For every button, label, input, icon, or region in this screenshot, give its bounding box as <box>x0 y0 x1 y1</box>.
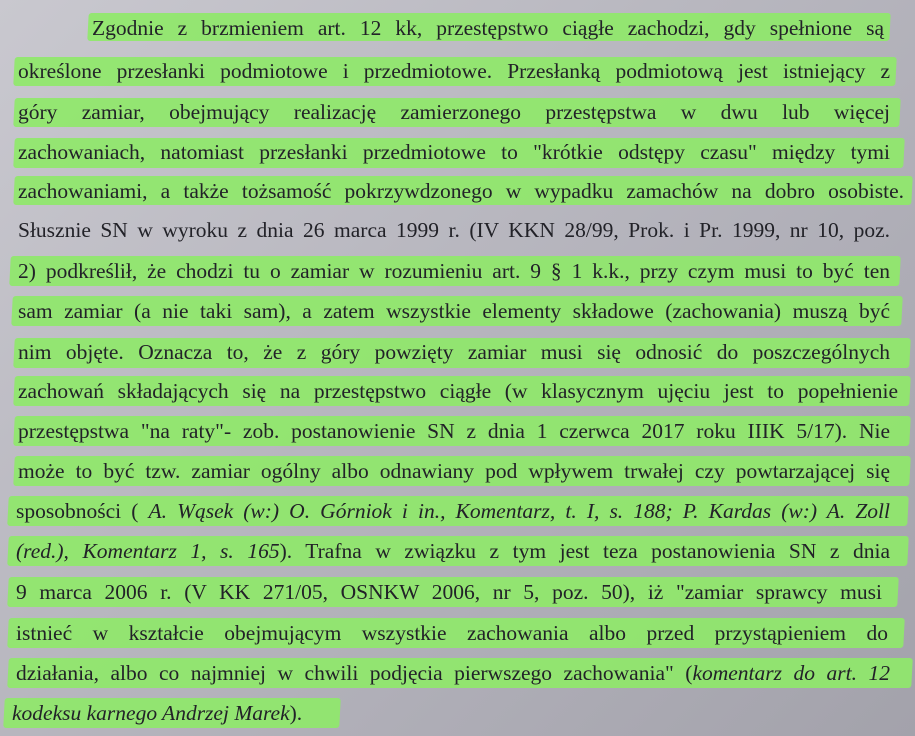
text-line-content: Słusznie SN w wyroku z dnia 26 marca 1999 r. (IV KKN 28/99, Prok. i Pr. 1999, nr 10, poz. <box>18 218 890 242</box>
text-line <box>18 176 904 206</box>
text-line-content: 9 marca 2006 r. (V KK 271/05, OSNKW 2006, nr 5, poz. 50), iż "zamiar sprawcy musi <box>16 580 882 604</box>
text-line-content: istnieć w kształcie obejmującym wszystkie zachowania albo przed przystąpieniem do <box>16 621 888 645</box>
text-line-plain: ). <box>289 701 303 725</box>
text-line <box>18 137 890 167</box>
text-line-content: nim objęte. Oznacza to, że z góry powzięty zamiar musi się odnosić do poszczególnych <box>18 340 890 364</box>
text-line-content: może to być tzw. zamiar ogólny albo odnawiany pod wpływem trwałej czy powtarzającej się <box>18 459 890 483</box>
text-line <box>12 698 342 728</box>
text-line <box>18 296 890 326</box>
text-line-content <box>12 698 342 728</box>
text-line <box>18 376 898 406</box>
text-line <box>16 577 882 607</box>
text-line <box>16 536 890 566</box>
text-line-content <box>16 496 890 526</box>
text-line <box>18 337 890 367</box>
text-line <box>18 456 890 486</box>
text-line-plain: sposobności ( <box>16 499 149 523</box>
text-line <box>92 13 884 43</box>
text-line-content: zachowaniami, a także tożsamość pokrzywdzonego w wypadku zamachów na dobro osobiste. <box>18 179 904 203</box>
text-line-italic: kodeksu karnego Andrzej Marek <box>12 701 290 725</box>
text-line <box>16 658 890 688</box>
text-line-content: określone przesłanki podmiotowe i przedmiotowe. Przesłanką podmiotową jest istniejący z <box>18 59 890 83</box>
text-line-content: zachowań składających się na przestępstwo ciągłe (w klasycznym ujęciu jest to popełnienie <box>18 379 898 403</box>
text-line-content: sam zamiar (a nie taki sam), a zatem wszystkie elementy składowe (zachowania) muszą być <box>18 299 890 323</box>
text-line-plain: działania, albo co najmniej w chwili podjęcia pierwszego zachowania" ( <box>16 661 693 685</box>
text-line <box>16 618 888 648</box>
text-line <box>16 496 890 526</box>
text-line <box>18 97 890 127</box>
text-line-italic: A. Wąsek (w:) O. Górniok i in., Komentarz, t. I, s. 188; P. Kardas (w:) A. Zoll <box>148 499 890 523</box>
text-line-content: 2) podkreślił, że chodzi tu o zamiar w rozumieniu art. 9 § 1 k.k., przy czym musi to być ten <box>18 259 890 283</box>
text-line <box>18 416 890 446</box>
text-line <box>18 256 890 286</box>
text-line-content <box>16 658 890 688</box>
text-line-content <box>16 536 890 566</box>
text-line-content: Zgodnie z brzmieniem art. 12 kk, przestępstwo ciągłe zachodzi, gdy spełnione są <box>92 16 884 40</box>
text-line <box>18 215 890 245</box>
text-line <box>18 56 890 86</box>
text-line-italic: (red.), Komentarz 1, s. 165 <box>16 539 280 563</box>
text-line-content: przestępstwa "na raty"- zob. postanowienie SN z dnia 1 czerwca 2017 roku IIIK 5/17). Nie <box>18 419 890 443</box>
text-line-plain: ). Trafna w związku z tym jest teza postanowienia SN z dnia <box>279 539 891 563</box>
text-line-italic: komentarz do art. 12 <box>692 661 890 685</box>
text-line-content: zachowaniach, natomiast przesłanki przedmiotowe to "krótkie odstępy czasu" między tymi <box>18 140 890 164</box>
text-line-content: góry zamiar, obejmujący realizację zamierzonego przestępstwa w dwu lub więcej <box>18 100 890 124</box>
